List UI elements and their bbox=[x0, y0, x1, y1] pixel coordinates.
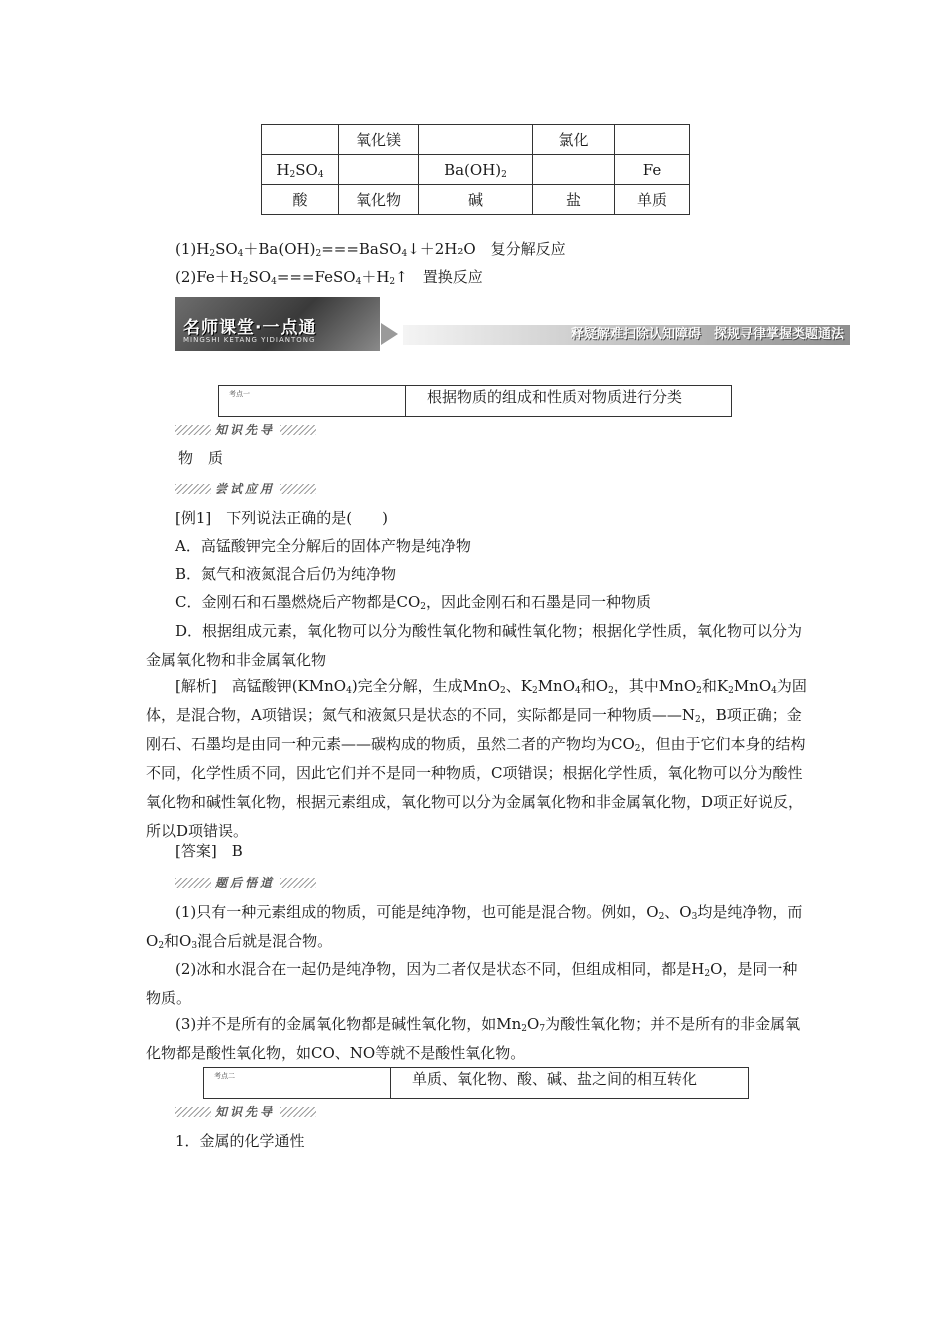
table-cell: 单质 bbox=[615, 185, 690, 215]
table-cell bbox=[533, 155, 615, 185]
table-cell bbox=[419, 125, 533, 155]
section-label: 知识先导 bbox=[215, 1105, 276, 1119]
banner-logo bbox=[175, 297, 380, 351]
table-cell: 氯化 bbox=[533, 125, 615, 155]
section-header-zhishi-2 bbox=[175, 1103, 325, 1121]
divider bbox=[390, 1068, 391, 1098]
table-cell: Fe bbox=[615, 155, 690, 185]
hatch-decoration bbox=[280, 878, 316, 888]
metal-properties-heading: 1．金属的化学通性 bbox=[175, 1132, 305, 1150]
option-c: C．金刚石和石墨燃烧后产物都是$CO_2$，因此金刚石和石墨是同一种物质 bbox=[175, 593, 652, 612]
option-d: D．根据组成元素，氧化物可以分为酸性氧化物和碱性氧化物；根据化学性质，氧化物可以分为金属氧化物和非金属氧化物 bbox=[146, 622, 803, 669]
option-b: B．氮气和液氮混合后仍为纯净物 bbox=[175, 565, 397, 583]
table-cell bbox=[339, 155, 419, 185]
hatch-decoration bbox=[280, 425, 316, 435]
hatch-decoration bbox=[175, 484, 211, 494]
classification-table bbox=[261, 124, 690, 215]
hatch-decoration bbox=[175, 878, 211, 888]
table-cell bbox=[615, 125, 690, 155]
section-label: 尝试应用 bbox=[215, 482, 276, 496]
example-question: [例1] 下列说法正确的是( ) bbox=[175, 509, 388, 527]
section-header-tihou bbox=[175, 874, 325, 892]
kaodian-1-box bbox=[218, 385, 732, 417]
section-header-zhishi bbox=[175, 421, 325, 439]
insight-2: (2)冰和水混合在一起仍是纯净物，因为二者仅是状态不同，但组成相同，都是$H_2O$，是同一种物质。 bbox=[146, 960, 798, 1007]
banner-slogan: 释疑解难扫除认知障碍 探规寻律掌握类题通法 bbox=[570, 327, 844, 342]
section-header-changshi bbox=[175, 480, 325, 498]
kaodian-2-box bbox=[203, 1067, 749, 1099]
banner-bar bbox=[403, 325, 850, 345]
section-banner bbox=[175, 297, 850, 351]
hatch-decoration bbox=[280, 1107, 316, 1117]
hatch-decoration bbox=[175, 1107, 211, 1117]
banner-subtitle: MINGSHI KETANG YIDIANTONG bbox=[183, 336, 316, 344]
table-cell: $H_2SO_4$ bbox=[262, 155, 339, 185]
kaodian-2-title: 单质、氧化物、酸、碱、盐之间的相互转化 bbox=[412, 1070, 698, 1088]
banner-title: 名师课堂·一点通 bbox=[183, 318, 317, 338]
answer: [答案] B bbox=[175, 842, 243, 860]
table-row bbox=[262, 125, 690, 155]
table-cell: 氧化物 bbox=[339, 185, 419, 215]
section-label: 知识先导 bbox=[215, 423, 276, 437]
divider bbox=[405, 386, 406, 416]
table-row bbox=[262, 185, 690, 215]
reaction-1: $(1)H_2SO_4+Ba(OH)_2===BaSO_4↓+2H_2O$ 复分解反应 bbox=[175, 240, 566, 259]
option-c-tail: ，因此金刚石和石墨是同一种物质 bbox=[426, 593, 652, 611]
table-cell: 盐 bbox=[533, 185, 615, 215]
reaction-2-tail: 置换反应 bbox=[407, 268, 483, 286]
insight-1: (1)只有一种元素组成的物质，可能是纯净物，也可能是混合物。例如，$O_2$、$O_3$均是纯净物，而$O_2$和$O_3$混合后就是混合物。 bbox=[146, 903, 803, 951]
option-a: A．高锰酸钾完全分解后的固体产物是纯净物 bbox=[175, 537, 471, 555]
table-row bbox=[262, 155, 690, 185]
table-cell: $Ba(OH)_2$ bbox=[419, 155, 533, 185]
table-cell: 碱 bbox=[419, 185, 533, 215]
table-cell: 酸 bbox=[262, 185, 339, 215]
table-cell: 氧化镁 bbox=[339, 125, 419, 155]
reaction-1-tail: ＋2H₂O 复分解反应 bbox=[419, 240, 566, 258]
play-arrow-icon bbox=[381, 323, 398, 345]
kaodian-1-label: 考点一 bbox=[229, 390, 250, 398]
insight-3: (3)并不是所有的金属氧化物都是碱性氧化物，如$Mn_2O_7$为酸性氧化物；并不是所有的非金属氧化物都是酸性氧化物，如CO、NO等就不是酸性氧化物。 bbox=[146, 1015, 801, 1062]
kaodian-2-label: 考点二 bbox=[214, 1072, 235, 1080]
wuzhi-text: 物 质 bbox=[178, 449, 224, 467]
section-label: 题后悟道 bbox=[215, 876, 276, 890]
table-cell bbox=[262, 125, 339, 155]
hatch-decoration bbox=[175, 425, 211, 435]
hatch-decoration bbox=[280, 484, 316, 494]
analysis-paragraph: [解析] 高锰酸钾(KMnO$_4$)完全分解，生成MnO$_2$、$K_2MnO_4$和$O_2$，其中MnO$_2$和$K_2MnO_4$为固体，是混合物，A项错误；氮气和液氮只是状态的不同，实际都是同一种物质$——N_2$，B项正确；金刚石、石墨均是由同一种元素——碳构成的物质，虽然二者的产物均为$CO_2$，但由于它们本身的结构不同，化学性质不同，因此它们并不是同一种物质，C项错误；根据化学性质，氧化物可以分为酸性氧化物和碱性氧化物，根据元素组成，氧化物可以分为金属氧化物和非金属氧化物，D项正好说反，所以D项错误。 bbox=[146, 677, 807, 840]
kaodian-1-title: 根据物质的组成和性质对物质进行分类 bbox=[427, 388, 683, 406]
reaction-2: $(2)Fe+H_2SO_4===FeSO_4+H_2↑$ 置换反应 bbox=[175, 268, 483, 287]
